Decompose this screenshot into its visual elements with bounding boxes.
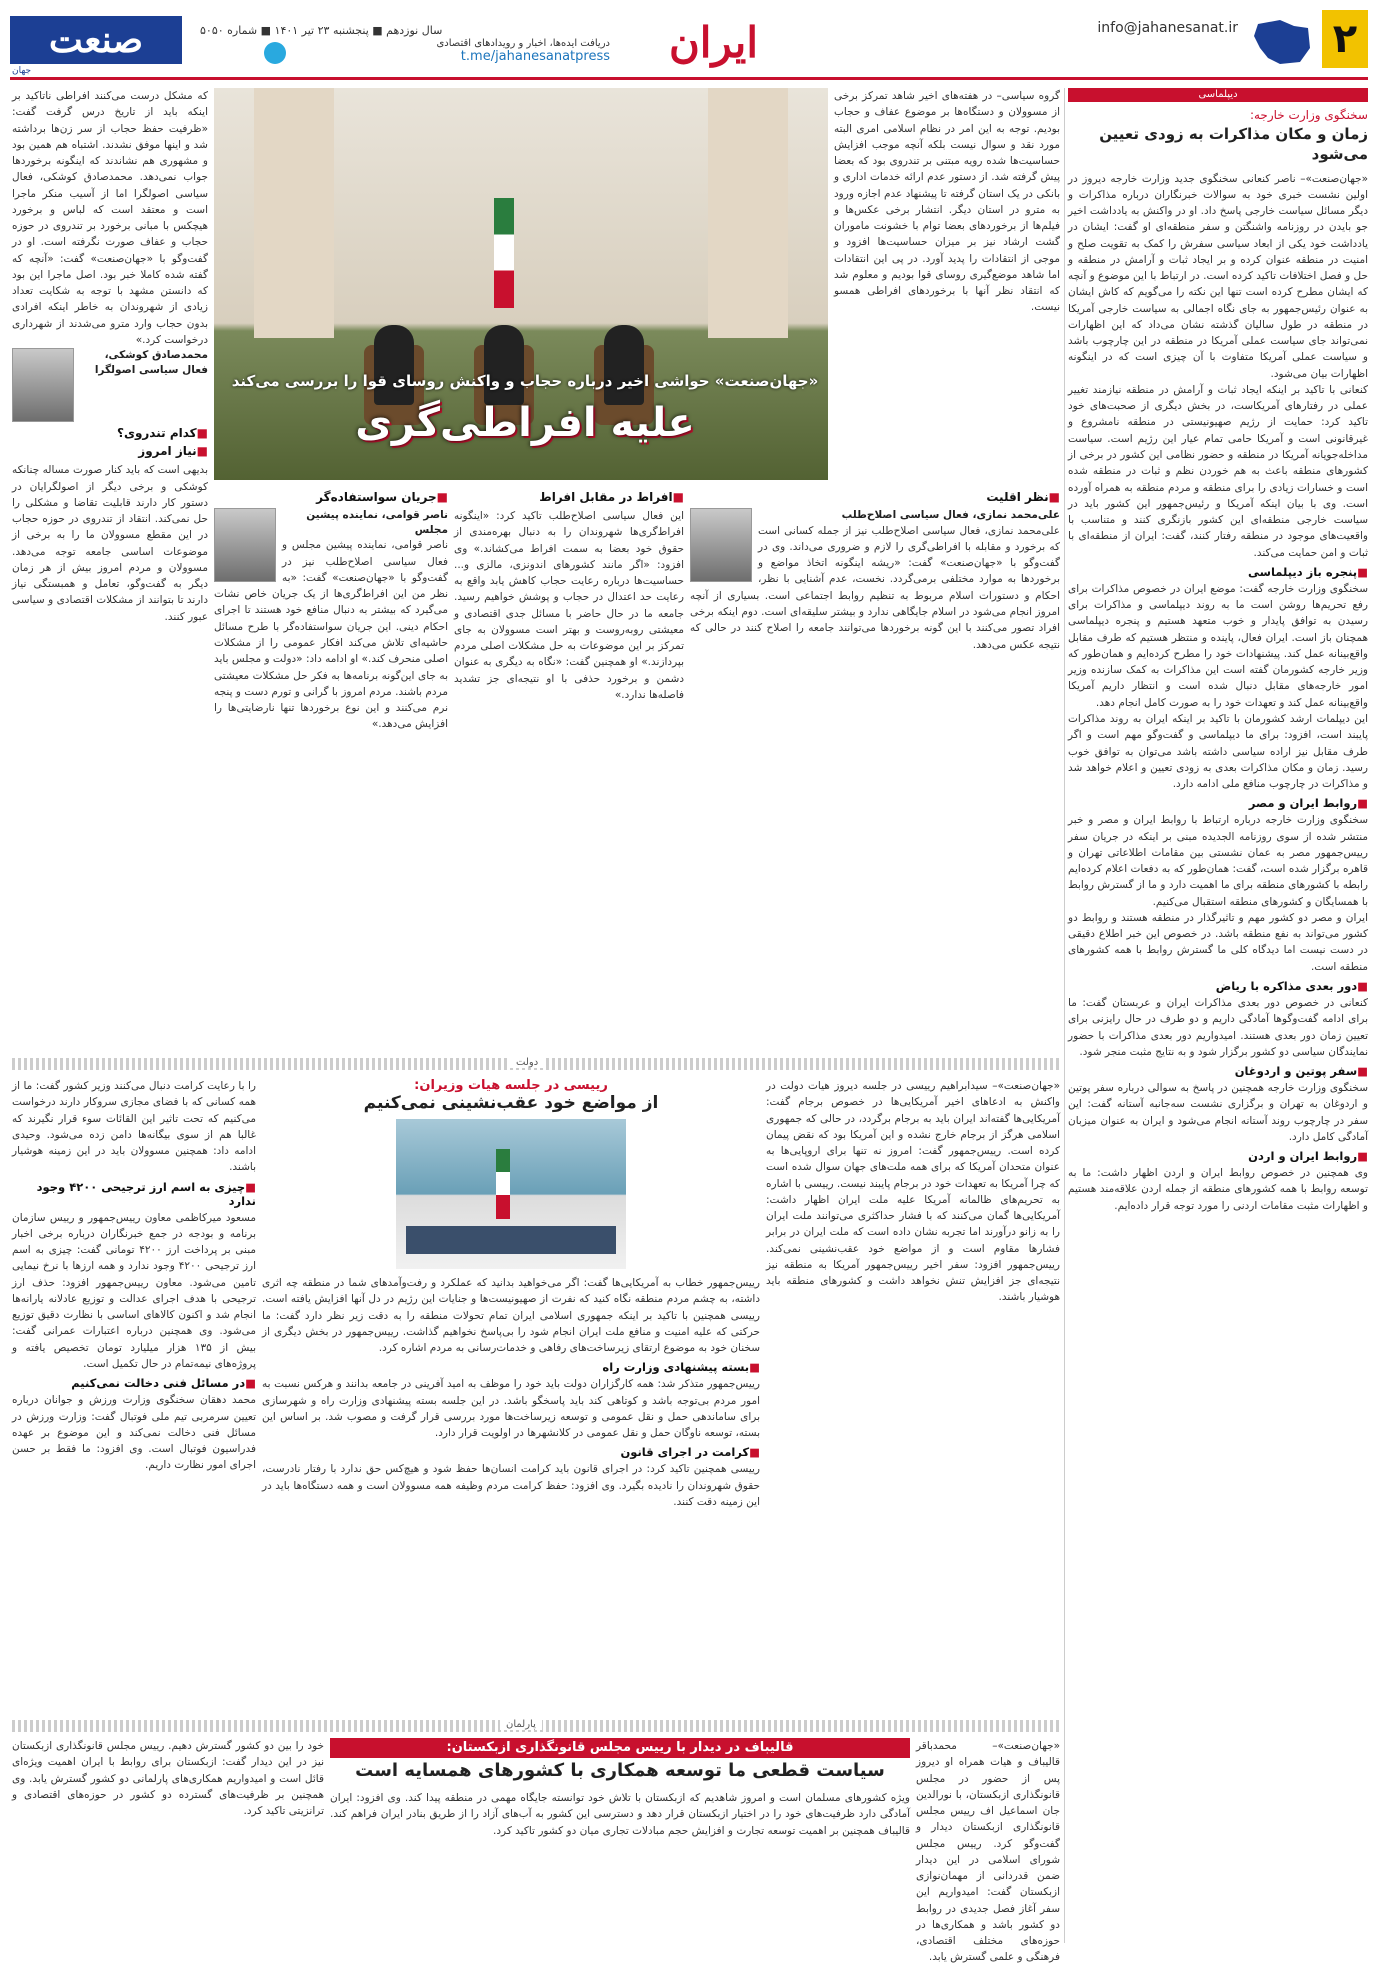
- parliament-column-mid: [330, 1790, 910, 1943]
- subheading: ■ در مسائل فنی دخالت نمی‌کنیم: [12, 1376, 256, 1390]
- subheading: ■ روابط ایران و اردن: [1068, 1149, 1368, 1163]
- subheading: ■ پنجره باز دیپلماسی: [1068, 565, 1368, 579]
- article-paragraph: سخنگوی وزارت خارجه درباره ارتباط با روابط ایران و مصر و خبر منتشر شده از سوی روزنامه الجدیده مبنی بر اینکه در جریان سفر رییس‌جمهور مصر به عمان نشستی بین مقامات اطلاعاتی تهران و قاهره برگزار شده است، گفت: همان‌طور که به دفعات اعلام کرده‌ایم رابطه با کشورهای منطقه برای ما اهمیت دارد و ما از گسترش روابط با همسایگان و کشورهای منطقه استقبال می‌کنیم.: [1068, 814, 1368, 908]
- article-kicker: قالیباف در دیدار با رییس مجلس قانونگذاری ازبکستان:: [330, 1738, 910, 1758]
- section-tag: دیپلماسی: [1068, 88, 1368, 102]
- article-paragraph: را با رعایت کرامت دنبال می‌کنند وزیر کشور گفت: ما از همه کسانی که با فضای مجازی سروکار دارند درخواست می‌کنیم که تحت تاثیر این القائات سوء قرار نگیرند که غالبا هم از سوی بیگانه‌ها دامن زده می‌شود. وحیدی ادامه داد: همچنین مسوولان باید در این زمینه هوشیار باشند.: [12, 1080, 256, 1174]
- masthead: [10, 10, 1368, 80]
- cabinet-photo: [396, 1119, 626, 1269]
- article-headline: زمان و مکان مذاکرات به زودی تعیین می‌شود: [1099, 125, 1368, 164]
- telegram-promo[interactable]: [290, 38, 610, 64]
- photo-person: [484, 325, 524, 405]
- article-paragraph: «جهان‌صنعت»– محمدباقر قالیباف و هیات همراه او دیروز پس از حضور در مجلس قانونگذاری ازبکستان، با نورالدین جان اسماعیل اف رییس مجلس قانونگذاری ازبکستان دیدار و گفت‌وگو کرد. رییس مجلس شورای اسلامی در این دیدار ضمن قدردانی از مهمان‌نوازی ازبکستان گفت: امیدواریم این سفر آغاز فصل جدیدی در روابط دو کشور باشد و همکاری‌ها در حوزه‌های مختلف اقتصادی، فرهنگی و علمی گسترش یابد.: [916, 1740, 1060, 1964]
- feature-column-c: [454, 490, 684, 1050]
- portrait-photo: [12, 348, 74, 422]
- feature-headline: علیه افراطی‌گری: [355, 400, 695, 446]
- photo-person: [374, 325, 414, 405]
- section-title: ایران: [668, 18, 758, 67]
- subheading: ■ چیزی به اسم ارز ترجیحی ۴۲۰۰ وجود ندارد: [12, 1180, 256, 1208]
- article-paragraph: سخنگوی وزارت خارجه همچنین در پاسخ به سوالی درباره سفر پوتین و اردوغان به تهران و برگزاری نشست سه‌جانبه آستانه گفت: این سفر در چارچوب روند آستانه انجام می‌شود و ایران به عنوان میزبان آمادگی کامل دارد.: [1068, 1082, 1368, 1143]
- government-column-left: [12, 1078, 256, 1728]
- article-paragraph: که مشکل درست می‌کنند افراطی ناتاکید بر اینکه باید از تاریخ درس گرفت گفت: «ظرفیت حفظ حجاب از سر زن‌ها برداشته شد و اینها موفق نشدند. اشتباه هم همین بود و مشهوری هم نشاندند که اینگونه برخوردها جواب نمی‌دهد. محمدصادق کوشکی، فعال سیاسی اصولگرا اما از آسیب منکر ماجرا است و معتقد است که لباس و برخورد هیچکس با مبانی برخورد بر تندروی در حوزه حجاب و عفاف صورت نگرفته است. او در گفت‌وگو با «جهان‌صنعت» گفت: «آنچه که گفته شده کاملا خبر بود. اصل ماجرا این بود که دانستن مشهد با توجه به شکایت تعداد زیادی از شهروندان به خاطر اینکه افرادی بدون حجاب وارد مترو می‌شدند از شهرداری درخواست کرد.»: [12, 90, 208, 346]
- article-kicker: سخنگوی وزارت خارجه:: [1249, 108, 1368, 122]
- telegram-icon: [264, 42, 286, 64]
- portrait-photo: [690, 508, 752, 582]
- article-headline: از مواضع خود عقب‌نشینی نمی‌کنیم: [363, 1093, 659, 1113]
- article-paragraph: رییسی همچنین تاکید کرد: در اجرای قانون باید کرامت انسان‌ها حفظ شود و هیچ‌کس حق ندارد با رفتار نادرست، حقوق شهروندان را نادیده بگیرد. وی افزود: حفظ کرامت مردم وظیفه همه مسوولان است و همه دستگاه‌ها باید در این زمینه دقت کنند.: [262, 1463, 760, 1508]
- portrait-photo: [214, 508, 276, 582]
- feature-column-b: [690, 490, 1060, 1050]
- section-label: پارلمان: [500, 1719, 542, 1730]
- article-paragraph: رییس‌جمهور متذکر شد: همه کارگزاران دولت باید خود را موظف به امید آفرینی در جامعه بدانند و هرکس نسبت به امور مردم بی‌توجه باشد و کوتاهی کند باید پاسخگو باشد. در این جلسه بسته پیشنهادی وزارت راه و شهرسازی برای ساماندهی حمل و نقل عمومی و توسعه زیرساخت‌ها مورد بررسی قرار گرفت و مصوب شد. بر اساس این بسته، توسعه ناوگان حمل و نقل عمومی در کلانشهرها در اولویت قرار دارد.: [262, 1378, 760, 1440]
- subheading: ■ دور بعدی مذاکره با ریاض: [1068, 979, 1368, 993]
- subheading: ■ کرامت در اجرای قانون: [262, 1445, 760, 1459]
- article-paragraph: این دیپلمات ارشد کشورمان با تاکید بر اینکه ایران به روند مذاکرات پایبند است، افزود: برای ما دیپلماسی و گفت‌وگو مهم است و اگر طرف مقابل نیز اراده سیاسی داشته باشد می‌توان به توافق خوب رسید. زمان و مکان مذاکرات بعدی به زودی تعیین و اعلام خواهد شد و مذاکرات در چارچوب منافع ملی ادامه دارد.: [1068, 713, 1368, 791]
- feature-column-d: [214, 490, 448, 1050]
- subheading: ■ افراط در مقابل افراط: [454, 490, 684, 504]
- photo-person: [604, 325, 644, 405]
- telegram-tagline: دریافت ایده‌ها، اخبار و رویدادهای اقتصادی: [436, 38, 610, 49]
- diplomacy-column: [1068, 88, 1368, 1943]
- subheading: ■ کدام تندروی؟: [12, 426, 208, 440]
- article-kicker: رییسی در جلسه هیات وزیران:: [414, 1078, 608, 1093]
- article-paragraph: وی همچنین در خصوص روابط ایران و اردن اظهار داشت: ما به توسعه روابط با همه کشورهای منطقه از جمله اردن علاقه‌مند هستیم و اظهارات مثبت مقامات اردنی را مورد توجه قرار داده‌ایم.: [1068, 1167, 1368, 1212]
- photo-curtain: [254, 88, 334, 338]
- subheading: ■ جریان سواستفاده‌گر: [214, 490, 448, 504]
- article-paragraph: گروه سیاسی– در هفته‌های اخیر شاهد تمرکز برخی از مسوولان و دستگاه‌ها بر موضوع عفاف و حجاب بودیم. توجه به این امر در نظام اسلامی امری البته مورد نقد و سوال نیست بلکه آنچه موجب افزایش حساسیت‌ها شده رویه مبتنی بر تندروی بود که بعضا پیش گرفته شد. از دستور عدم ارائه خدمات اداری و بانکی در یک استان گرفته تا پیشنهاد عدم اجازه ورود به مترو در استان دیگر. انتشار برخی عکس‌ها و فیلم‌ها از برخوردهای بعضا توام با خشونت ماموران گشت ارشاد نیز بر میزان حساسیت‌ها افزود و موجی از انتقادات را پدید آورد. در پی این انتقادات اما شاهد موضع‌گیری روسای قوا بودیم و معلوم شد که انتقاد نظر آنها با برخوردهای افراطی همسو نیست.: [834, 90, 1060, 314]
- article-paragraph: «جهان‌صنعت»– ناصر کنعانی سخنگوی جدید وزارت خارجه دیروز در اولین نشست خبری خود به سوالات خبرنگاران درباره مذاکرات و دیگر مسائل سیاست خارجی پاسخ داد. او در واکنش به یادداشت اخیر جو بایدن در روزنامه واشنگتن و سفر منطقه‌ای او گفت: ایشان در یادداشت خود یکی از ابعاد سیاسی سفرش را کمک به تقویت صلح و امنیت در منطقه عنوان کرده و بر ایجاد ثبات و آرامش در منطقه و حل و فصل اختلافات تاکید کرده است. در ارتباط با این موضوع و آنچه که ایشان مطرح کرده است تنها این نکته را می‌گویم که کاش ایشان به عنوان رئیس‌جمهور به جای نگاه اجمالی به سیاست خارجی آمریکا در منطقه در طول سالیان گذشته نشان می‌داد که این اظهارات نمی‌تواند جای سیاست عملی آمریکا در منطقه در این چارچوب باشد و سیاست عملی آمریکا متفاوت با آن چیزی است که در اینگونه اظهارات بیان می‌شود.: [1068, 172, 1368, 380]
- article-paragraph: محمد دهقان سخنگوی وزارت ورزش و جوانان درباره تعیین سرمربی تیم ملی فوتبال گفت: وزارت ورزش در مسائل فنی دخالت نمی‌کند و این موضوع بر عهده فدراسیون فوتبال است. وی افزود: ما فقط بر حسن اجرای امور نظارت داریم.: [12, 1394, 256, 1472]
- feature-column-e: [12, 88, 208, 1050]
- column-divider: [1064, 88, 1065, 1943]
- article-paragraph: علی‌محمد نمازی، فعال سیاسی اصلاح‌طلب نیز از جمله کسانی است که برخورد و مقابله با افراطی‌گری را لازم و ضروری می‌داند. وی در گفت‌وگو با «جهان‌صنعت» گفت: «ریشه اینگونه اتخاذ مواضع و برخوردها به موارد مختلفی برمی‌گردد. نخست، عدم آشنایی با نظر، احکام و دستورات اسلام مربوط به تنظیم روابط اجتماعی است. بسیاری از آنچه امروز انجام می‌شود در اسلام جایگاهی ندارد و بیشتر سلیقه‌ای است. دوم اینکه برخی افراد تصور می‌کنند با این گونه برخوردها می‌توانند جامعه را اصلاح کنند در حالی که نتیجه عکس می‌دهد.: [690, 524, 1060, 651]
- article-paragraph: کنعانی با تاکید بر اینکه ایجاد ثبات و آرامش در منطقه نیازمند تغییر عملی در رفتارهای آمریکاست، در بخش دیگری از صحبت‌های خود تاکید کرد: حمایت از رژیم صهیونیستی در منطقه نامشروع و غیرقانونی است و آمریکا حامی تمام عیار این رژیم است. سیاست مداخله‌جویانه آمریکا در منطقه و حضور نظامی این کشور در برخی از کشورهای منطقه باعث به هم خوردن نظم و ثبات در منطقه شده است و خسارات زیادی را برای منطقه و مردم منطقه به همراه آورده است. وی با بیان اینکه آمریکا و رئیس‌جمهور این کشور باید در سیاست خارجی منطقه‌ای این کشور بازنگری کنند و متناسب با واقعیت‌های موجود در منطقه رفتار کنند، گفت: ایران از منطقه‌ای با ثبات و امن حمایت می‌کند.: [1068, 383, 1368, 559]
- subheading: ■ نظر اقلیت: [690, 490, 1060, 504]
- subheading: ■ سفر پوتین و اردوغان: [1068, 1064, 1368, 1078]
- portrait-caption: ناصر قوامی، نماینده پیشین مجلس: [306, 509, 448, 536]
- section-label: دولت: [510, 1057, 544, 1068]
- email-address[interactable]: info@jahanesanat.ir: [1097, 20, 1238, 36]
- article-paragraph: ایران و مصر دو کشور مهم و تاثیرگذار در منطقه هستند و روابط دو کشور می‌تواند به نفع منطقه باشد. در خصوص این خبر اطلاع دقیقی در دست نیست اما دیدگاه کلی ما گسترش روابط با همه کشورهای منطقه است.: [1068, 911, 1368, 973]
- parliament-column-left: [12, 1738, 324, 1943]
- parliament-column-right: [916, 1738, 1060, 1964]
- article-paragraph: این فعال سیاسی اصلاح‌طلب تاکید کرد: «اینگونه افراط‌گری‌ها شهروندان را به دنبال بهره‌مندی از حقوق خود بعضا به سمت افراط می‌کشاند.» وی افزود: «اگر مانند کشورهای اندونزی، مالزی و... حساسیت‌ها درباره رعایت حجاب کاهش یابد واقع به رعایت حد اعتدال در حجاب و پوشش خواهیم رسید. جامعه ما در حال حاضر با مسائل جدی اقتصادی و معیشتی روبه‌روست و بهتر است مسوولان به جای تمرکز بر این موضوعات به حل مشکلات اصلی مردم بپردازند.» او همچنین گفت: «نگاه به دیگری به عنوان دشمن و برخورد حذفی با او نتیجه‌ای جز تشدید فاصله‌ها ندارد.»: [454, 510, 684, 701]
- newspaper-logo: صنعت: [10, 16, 182, 64]
- iran-flag-icon: [496, 1149, 510, 1219]
- article-headline: سیاست قطعی ما توسعه همکاری با کشورهای همسایه است: [355, 1760, 885, 1781]
- page-number: ۲: [1322, 10, 1368, 68]
- logo-subtitle: جهان: [12, 66, 32, 76]
- government-column-mid: [262, 1078, 760, 1728]
- feature-column-a: [834, 88, 1060, 500]
- article-paragraph: مسعود میر‌کاظمی معاون رییس‌جمهور و رییس سازمان برنامه و بودجه در جمع خبرنگاران درباره برخی اخبار مبنی بر پرداخت ارز ۴۲۰۰ تومانی گفت: چیزی به اسم ارز ترجیحی ۴۲۰۰ وجود ندارد و همه ارزها با نرخ نیمایی تامین می‌شود. معاون رییس‌جمهور افزود: حذف ارز ترجیحی با هدف اجرای عدالت و توزیع عادلانه یارانه‌ها انجام شد و اکنون کالاهای اساسی با نظارت دقیق توزیع می‌شود. وی همچنین درباره اعتبارات عمرانی گفت: بیش از ۱۳۵ هزار میلیارد تومان تخصیص یافته و پروژه‌های نیمه‌تمام در حال تکمیل است.: [12, 1211, 257, 1370]
- subheading: ■ روابط ایران و مصر: [1068, 796, 1368, 810]
- iran-map-icon: [1250, 18, 1312, 66]
- subheading: ■ نیاز امروز: [12, 444, 208, 458]
- portrait-caption: علی‌محمد نمازی، فعال سیاسی اصلاح‌طلب: [841, 509, 1060, 521]
- article-paragraph: خود را بین دو کشور گسترش دهیم. رییس مجلس قانونگذاری ازبکستان نیز در این دیدار گفت: ازبکستان برای روابط با ایران اهمیت ویژه‌ای قائل است و امیدواریم همکاری‌های پارلمانی دو کشور گسترش یابد. وی همچنین بر ظرفیت‌های گسترده دو کشور در حوزه‌های اقتصادی و ترانزیتی تاکید کرد.: [12, 1740, 324, 1818]
- feature-kicker: «جهان‌صنعت» حواشی اخیر درباره حجاب و واکنش روسای قوا را بررسی می‌کند: [231, 372, 819, 390]
- subheading: ■ بسته پیشنهادی وزارت راه: [262, 1360, 760, 1374]
- article-paragraph: کنعانی در خصوص دور بعدی مذاکرات ایران و عربستان گفت: ما برای ادامه گفت‌وگوها آمادگی داریم و دو طرف در حال رایزنی برای تعیین زمان دور بعدی هستند. امیدواریم دور بعدی مذاکرات با حضور نمایندگان سیاسی دو کشور برگزار شود و به نتایج مثبت منجر شود.: [1068, 996, 1368, 1058]
- iran-flag-icon: [494, 198, 514, 308]
- photo-table: [406, 1226, 616, 1254]
- issue-info: سال نوزدهم ■ پنجشنبه ۲۳ تیر ۱۴۰۱ ■ شماره ۵۰۵۰: [200, 24, 443, 37]
- photo-curtain: [708, 88, 788, 338]
- government-column-right: [766, 1078, 1060, 1728]
- article-paragraph: بدیهی است که باید کنار صورت مساله چنانکه کوشکی و برخی دیگر از اصولگرایان در دستور کار دارند قابلیت تقاضا و مشکلی را حل نمی‌کند. انتقاد از تندروی در حوزه حجاب در این مقطع مسوولان ما را به برخی از موضوعات اساسی جامعه توجه می‌دهد. مسوولان و مردم امروز بیش از هر زمان دیگر به گفت‌وگو، تعامل و همبستگی نیاز دارند تا بتوانند از مشکلات اقتصادی و سیاسی عبور کنند.: [12, 464, 208, 623]
- article-paragraph: سخنگوی وزارت خارجه گفت: موضع ایران در خصوص مذاکرات برای رفع تحریم‌ها روشن است ما به روند دیپلماسی و مذاکرات برای رسیدن به توافق پایدار و خوب متعهد هستیم و پنجره دیپلماسی همچنان باز است. ایران فعال، پاینده و منتظر هستیم که طرف مقابل واقع‌بینانه عمل کند. پیشنهادات خود را مطرح کرده‌ایم و همان‌طور که وزیر خارجه کشورمان گفته است این مذاکرات به کمک سازنده وزیر امور خارجه‌های مقابل دنبال شده است و انتظار داریم آمریکا واقع‌بینانه عمل کند و تعهدات خود را به صورت کامل انجام دهد.: [1068, 582, 1368, 709]
- article-paragraph: «جهان‌صنعت»– سیدابراهیم رییسی در جلسه دیروز هیات دولت در واکنش به ادعاهای اخیر آمریکایی‌ها در خصوص برجام گفت: آمریکایی‌ها گفته‌اند ایران باید به برجام برگردد، در حالی که جمهوری اسلامی هرگز از برجام خارج نشده و این آمریکا بود که نقض پیمان کرده است. رییس‌جمهور گفت: امروز نه تنها برای اروپایی‌ها به عنوان متحدان آمریکا که برای همه ملت‌های جهان سوال شده است که چرا آمریکا به تعهدات خود در برجام پایبند نیست. رییسی با اشاره به تحریم‌های ظالمانه آمریکا علیه ملت ایران اظهار داشت: آمریکایی‌ها گمان می‌کنند که با فشار حداکثری می‌توانند ملت ایران را به زانو درآورند اما تجربه نشان داده است که ملت ایران در برابر فشارها مقاوم است و از مواضع خود عقب‌نشینی نمی‌کند. رییس‌جمهور افزود: سفر اخیر رییس‌جمهور آمریکا به منطقه نیز نتیجه‌ای جز افزایش تنش نخواهد داشت و کشورهای منطقه باید هوشیار باشند.: [766, 1080, 1060, 1304]
- article-paragraph: رییس‌جمهور خطاب به آمریکایی‌ها گفت: اگر می‌خواهید بدانید که عملکرد و رفت‌وآمدهای شما در منطقه چه اثری داشته، به چشم مردم منطقه نگاه کنید که نفرت از صهیونیست‌ها و جنایات این رژیم در دل آنها افزایش یافته است. رییسی همچنین با تاکید بر اینکه جمهوری اسلامی ایران تمام تحولات منطقه را به دقت زیر نظر دارد گفت: ما حرکتی که علیه امنیت و منافع ملت ایران انجام شود را بی‌پاسخ نخواهیم گذاشت. رییس‌جمهور در بخش دیگری از سخنان خود به موضوع ارتقای زیرساخت‌های رفاهی و خدمات‌رسانی به مردم اشاره کرد.: [262, 1277, 760, 1355]
- telegram-link[interactable]: t.me/jahanesanatpress: [460, 49, 610, 64]
- article-paragraph: ناصر قوامی، نماینده پیشین مجلس و فعال سیاسی اصلاح‌طلب نیز در گفت‌وگو با «جهان‌صنعت» گفت: «به نظر من این افراط‌گری‌ها از یک جریان خاص نشات می‌گیرد که بیشتر به دنبال منافع خود هستند تا اجرای احکام دینی. این جریان سواستفاده‌گر با طرح مسائل حاشیه‌ای تلاش می‌کند افکار عمومی را از مشکلات اصلی منحرف کند.» او ادامه داد: «دولت و مجلس باید به جای این‌گونه برنامه‌ها به فکر حل مشکلات معیشتی مردم باشند. مردم امروز با گرانی و تورم دست و پنجه نرم می‌کنند و این نوع برخوردها تنها نارضایتی‌ها را افزایش می‌دهد.»: [214, 539, 448, 731]
- portrait-caption: محمدصادق کوشکی، فعال سیاسی اصولگرا: [94, 349, 208, 376]
- article-paragraph: ویژه کشورهای مسلمان است و امروز شاهدیم که ازبکستان با تلاش خود توانسته جایگاه مهمی در منطقه پیدا کند. وی افزود: ایران آمادگی دارد ظرفیت‌های خود را در اختیار ازبکستان قرار دهد و دسترسی این کشور به آب‌های آزاد را از طریق بنادر ایران فراهم کند. قالیباف همچنین بر اهمیت توسعه تجارت و افزایش حجم مبادلات تجاری میان دو کشور تاکید کرد.: [330, 1792, 910, 1837]
